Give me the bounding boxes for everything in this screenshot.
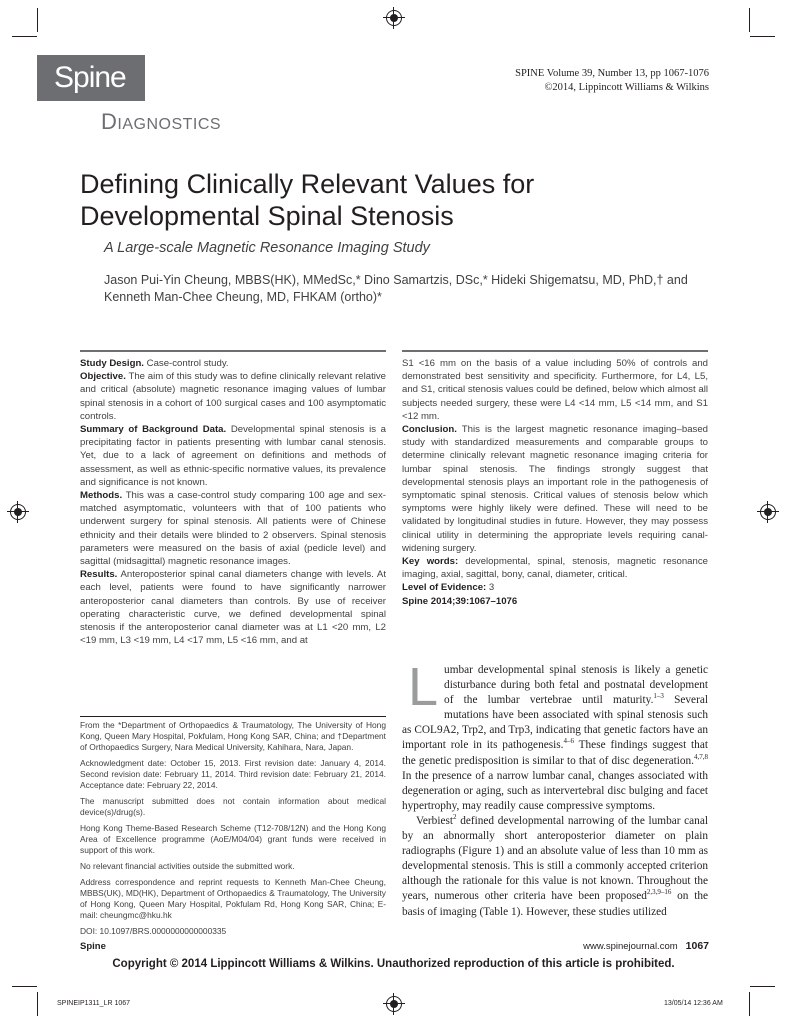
crop-mark	[12, 36, 37, 37]
abstract-objective: Objective. The aim of this study was to define clinically relevant relative and critical (absolute) magnetic resonance imaging values of lumbar spinal stenosis in a cohort of 100 surgical cases and 100 asymptomatic controls.	[80, 371, 387, 422]
abstract-citation: Spine 2014;39:1067–1076	[402, 595, 518, 607]
registration-mark-icon	[760, 504, 776, 520]
crop-mark	[750, 36, 775, 37]
crop-mark	[750, 986, 775, 987]
article-subtitle: A Large-scale Magnetic Resonance Imaging Study	[104, 240, 430, 256]
abstract-study-design: Study Design. Case-control study.	[80, 358, 229, 369]
body-paragraph: Verbiest$^2$ defined developmental narrowing of the lumbar canal by an abnormally short anteroposterior diameter on plain radiographs (Figure 1) and an absolute value of less than 10 mm as developmental stenosis. This is still a commonly accepted criterion although the rationale for this value is not known. Throughout the years, numerous other criteria have been proposed$^{2,3,9-16}$ on the basis of imaging (Table 1). However, these studies utilized	[402, 813, 709, 918]
page-number: 1067	[685, 940, 709, 952]
footnotes	[80, 716, 386, 942]
abstract-keywords: Key words: developmental, spinal, stenosis, magnetic resonance imaging, axial, sagittal, bony, canal, diameter, critical.	[402, 556, 708, 581]
footnote-financial: No relevant financial activities outside the submitted work.	[80, 861, 295, 871]
crop-mark	[37, 8, 38, 32]
section-rest: IAGNOSTICS	[117, 116, 222, 133]
journal-url[interactable]: www.spinejournal.com	[583, 941, 678, 952]
print-slug-right: 13/05/14 12:36 AM	[664, 1000, 723, 1007]
body-paragraph: Lumbar developmental spinal stenosis is likely a genetic disturbance during both fetal and postnatal development of the lumbar vertebrae until maturity.$^{1-3}$ Several mutations have been associated with spinal stenosis such as COL9A2, Trp2, and Trp3, indicating that genetic factors have an important role in its pathogenesis.$^{4-6}$ These findings suggest that the genetic predisposition is similar to that of disc degeneration.$^{4,7,8}$ In the presence of a narrow lumbar canal, changes associated with degeneration or aging, such as intervertebral disc bulging and facet hypertrophy, may readily cause compressive symptoms.	[402, 657, 708, 812]
registration-mark-icon	[386, 10, 402, 26]
section-initial: D	[101, 109, 118, 134]
footnote-funding: Hong Kong Theme-Based Research Scheme (T12-708/12N) and the Hong Kong Area of Excellence programme (AoE/M04/04) grant funds were received in support of this work.	[80, 823, 386, 855]
abstract-results: Results. Anteroposterior spinal canal diameters change with levels. At each level, patients were found to have significantly narrower anteroposterior canal diameters than controls. By use of receiver operating characteristic curve, we defined developmental spinal stenosis if the anteroposterior canal diameter was at L1 <20 mm, L2 <19 mm, L3 <19 mm, L4 <17 mm, L5 <16 mm, and at	[80, 569, 386, 647]
article-title: Defining Clinically Relevant Values for Developmental Spinal Stenosis	[80, 169, 535, 231]
abstract-left-column	[80, 357, 386, 647]
crop-mark	[37, 992, 38, 1016]
abstract-right-column	[402, 357, 708, 608]
print-slug-left: SPINEIP1311_LR 1067	[57, 1000, 131, 1007]
footnote-affiliations: From the *Department of Orthopaedics & Traumatology, The University of Hong Kong, Queen Mary Hospital, Pokfulam, Hong Kong SAR, China; and †Department of Orthopaedics Surgery, Nara Medical University, Kahihara, Nara, Japan.	[80, 720, 386, 752]
abstract-results-continued: S1 <16 mm on the basis of a value including 50% of controls and demonstrated best sensitivity and specificity. Furthermore, for L4, L5, and S1, critical stenosis values could be defined, below which almost all subjects needed surgery, these were L4 <14 mm, L5 <14 mm, and S1 <12 mm.	[402, 358, 708, 422]
abstract-level-of-evidence: Level of Evidence: 3	[402, 582, 495, 594]
article-body	[402, 657, 709, 920]
crop-mark	[749, 8, 750, 32]
crop-mark	[749, 992, 750, 1016]
abstract-rule-right	[402, 350, 708, 352]
abstract-rule-left	[80, 350, 386, 352]
abstract-background: Summary of Background Data. Developmental spinal stenosis is a precipitating factor in patients presenting with lumbar canal stenosis. Yet, due to a lack of agreement on definitions and methods of assessment, as well as ethnic-specific normative values, its prevalence and significance is not known.	[80, 424, 386, 488]
section-heading	[101, 109, 221, 135]
abstract-methods: Methods. This was a case-control study comparing 100 age and sex-matched asymptomatic, volunteers with that of 100 patients who underwent surgery for spinal stenosis. All patients were of Chinese ethnicity and their details were blinded to 2 observers. Spinal stenosis parameters were measured on the basis of axial (pedicle level) and sagittal (midsagittal) magnetic resonance images.	[80, 490, 386, 568]
footer-url	[583, 940, 709, 952]
footnote-dates: Acknowledgment date: October 15, 2013. First revision date: January 4, 2014. Second revision date: February 11, 2014. Third revision date: February 21, 2014. Acceptance date: February 22, 2014.	[80, 758, 386, 790]
footer-journal-name: Spine	[80, 941, 106, 952]
journal-copyright: ©2014, Lippincott Williams & Wilkins	[544, 82, 709, 93]
footnote-correspondence: Address correspondence and reprint requests to Kenneth Man-Chee Cheung, MBBS(UK), MD(HK), Department of Orthopaedics & Traumatology, The University of Hong Kong, Queen Mary Hospital, Pokfulam Rd, Hong Kong SAR, China; E-mail: cheungmc@hku.hk	[80, 877, 386, 920]
abstract-conclusion: Conclusion. This is the largest magnetic resonance imaging–based study with standardized measurements and comparable groups to determine clinically relevant magnetic resonance imaging criteria for lumbar spinal stenosis. The findings strongly suggest that developmental stenosis plays an important role in the pathogenesis of symptomatic spinal stenosis. Critical values of stenosis below which symptoms were highly likely were defined. These will need to be validated by longitudinal studies in future. However, they may possess clinical utility in determining the appropriate levels requiring canal-widening surgery.	[402, 424, 708, 554]
journal-logo: Spine	[37, 55, 145, 101]
journal-volume: SPINE Volume 39, Number 13, pp 1067-1076	[515, 68, 709, 79]
footnote-doi: DOI: 10.1097/BRS.0000000000000335	[80, 926, 227, 936]
registration-mark-icon	[386, 996, 402, 1012]
journal-info	[515, 67, 709, 95]
registration-mark-icon	[10, 504, 26, 520]
author-list: Jason Pui-Yin Cheung, MBBS(HK), MMedSc,* Dino Samartzis, DSc,* Hideki Shigematsu, MD, PhD,† and Kenneth Man-Chee Cheung, MD, FHKAM (ortho)*	[104, 273, 688, 304]
drop-cap: L	[408, 657, 439, 717]
crop-mark	[12, 986, 37, 987]
footnote-device: The manuscript submitted does not contain information about medical device(s)/drug(s).	[80, 796, 386, 817]
copyright-notice: Copyright © 2014 Lippincott Williams & Wilkins. Unauthorized reproduction of this article is prohibited.	[112, 958, 675, 970]
